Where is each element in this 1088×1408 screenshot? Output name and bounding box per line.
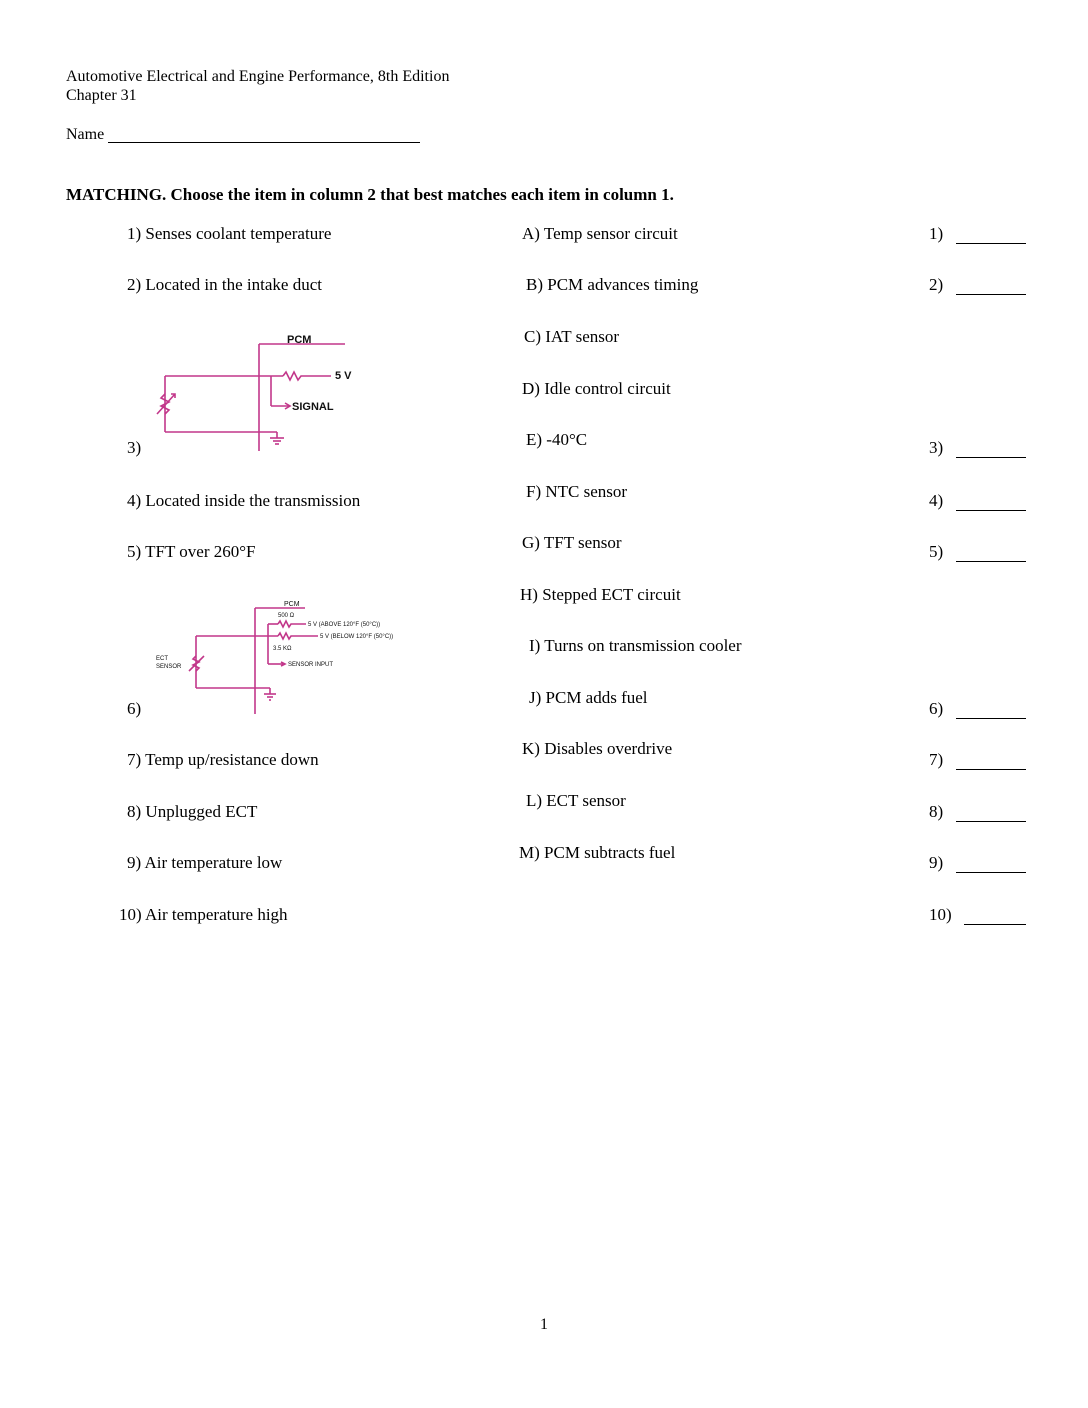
answer-blank-3[interactable]	[956, 457, 1026, 458]
signal-label: SIGNAL	[292, 401, 334, 413]
question-2: 2) Located in the intake duct	[127, 275, 322, 294]
question-9: 9) Air temperature low	[127, 853, 283, 872]
answer-blank-2[interactable]	[956, 294, 1026, 295]
answer-blank-9[interactable]	[956, 872, 1026, 873]
question-1: 1) Senses coolant temperature	[127, 224, 332, 243]
option-a: A) Temp sensor circuit	[522, 224, 678, 243]
answer-label-9: 9)	[929, 853, 944, 872]
question-10: 10) Air temperature high	[119, 905, 288, 924]
answer-label-6: 6)	[929, 699, 944, 718]
option-l: L) ECT sensor	[526, 791, 626, 810]
book-title: Automotive Electrical and Engine Performance, 8th Edition	[66, 68, 450, 85]
option-e: E) -40°C	[526, 430, 588, 449]
pcm-label: PCM	[287, 334, 312, 346]
resistor-500-label: 500 Ω	[278, 613, 295, 619]
answer-label-3: 3)	[929, 438, 944, 457]
answer-label-8: 8)	[929, 802, 944, 821]
question-7: 7) Temp up/resistance down	[127, 750, 319, 769]
name-label: Name	[66, 126, 105, 143]
option-b: B) PCM advances timing	[526, 275, 699, 294]
temp-sensor-circuit-diagram	[155, 328, 355, 454]
option-i: I) Turns on transmission cooler	[529, 636, 742, 655]
answer-label-2: 2)	[929, 275, 944, 294]
question-8: 8) Unplugged ECT	[127, 802, 258, 821]
answer-blank-7[interactable]	[956, 769, 1026, 770]
answer-blank-6[interactable]	[956, 718, 1026, 719]
answer-label-7: 7)	[929, 750, 944, 769]
option-m: M) PCM subtracts fuel	[519, 843, 676, 862]
resistor-3-5k-label: 3.5 KΩ	[273, 646, 292, 652]
answer-label-10: 10)	[929, 905, 952, 924]
option-h: H) Stepped ECT circuit	[520, 585, 681, 604]
question-4: 4) Located inside the transmission	[127, 491, 361, 510]
ect-label: ECT	[156, 656, 168, 662]
answer-label-5: 5)	[929, 542, 944, 561]
answer-label-4: 4)	[929, 491, 944, 510]
page-number: 1	[540, 1316, 548, 1333]
instructions: MATCHING. Choose the item in column 2 that best matches each item in column 1.	[66, 185, 674, 204]
voltage-below-label: 5 V (BELOW 120°F (50°C))	[320, 634, 394, 640]
question-5: 5) TFT over 260°F	[127, 542, 256, 561]
option-g: G) TFT sensor	[522, 533, 622, 552]
sensor-input-label: SENSOR INPUT	[288, 662, 334, 668]
question-6: 6)	[127, 699, 142, 718]
option-d: D) Idle control circuit	[522, 379, 671, 398]
answer-blank-5[interactable]	[956, 561, 1026, 562]
name-field[interactable]	[108, 142, 420, 143]
voltage-above-label: 5 V (ABOVE 120°F (50°C))	[308, 622, 381, 628]
answer-blank-8[interactable]	[956, 821, 1026, 822]
pcm-label: PCM	[284, 601, 300, 608]
answer-blank-10[interactable]	[964, 924, 1026, 925]
stepped-ect-circuit-diagram	[150, 596, 420, 718]
option-f: F) NTC sensor	[526, 482, 628, 501]
answer-blank-1[interactable]	[956, 243, 1026, 244]
option-k: K) Disables overdrive	[522, 739, 673, 758]
sensor-label: SENSOR	[156, 664, 182, 670]
answer-label-1: 1)	[929, 224, 944, 243]
answer-blank-4[interactable]	[956, 510, 1026, 511]
resistor-symbol	[283, 372, 331, 380]
voltage-label: 5 V	[335, 370, 352, 382]
option-j: J) PCM adds fuel	[529, 688, 648, 707]
option-c: C) IAT sensor	[524, 327, 620, 346]
chapter-label: Chapter 31	[66, 87, 137, 104]
question-3: 3)	[127, 438, 142, 457]
